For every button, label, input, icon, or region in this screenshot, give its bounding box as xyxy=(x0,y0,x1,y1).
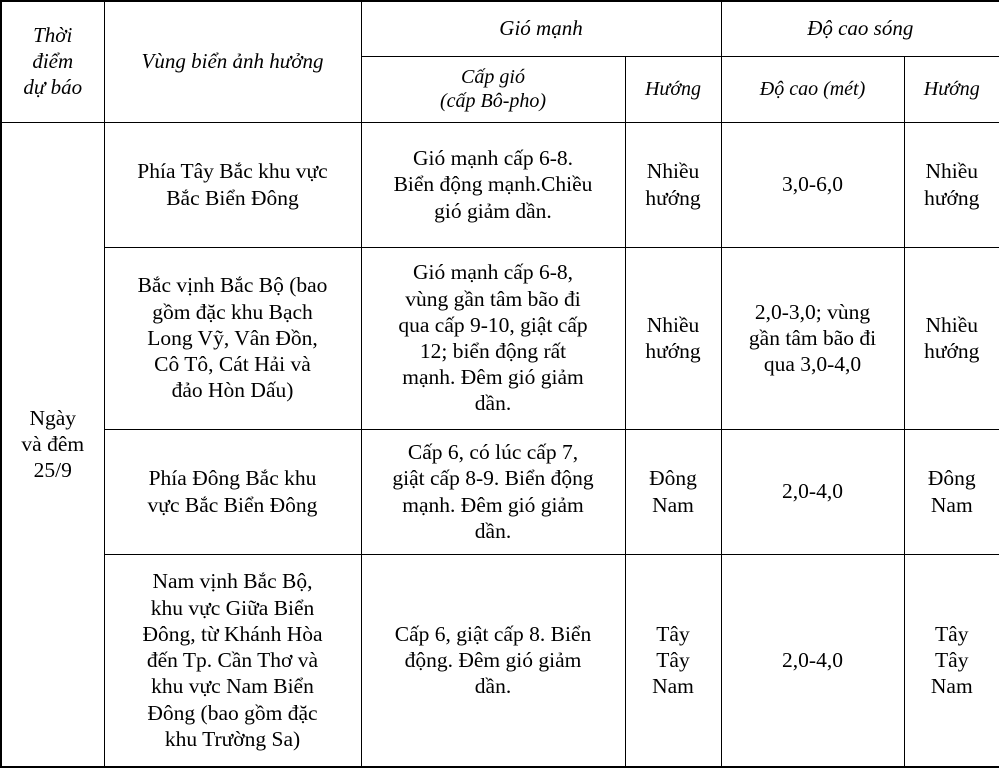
cell-wave-height: 2,0-4,0 xyxy=(721,429,904,554)
table-header xyxy=(1,1,999,122)
cell-wind-level: Cấp 6, có lúc cấp 7, giật cấp 8-9. Biển động mạnh. Đêm gió giảm dần. xyxy=(361,429,625,554)
cell-area: Nam vịnh Bắc Bộ, khu vực Giữa Biển Đông, từ Khánh Hòa đến Tp. Cần Thơ và khu vực Nam Biển Đông (bao gồm đặc khu Trường Sa) xyxy=(104,554,361,767)
table-row xyxy=(1,247,999,429)
cell-wave-height: 2,0-3,0; vùng gần tâm bão đi qua 3,0-4,0 xyxy=(721,247,904,429)
cell-area: Bắc vịnh Bắc Bộ (bao gồm đặc khu Bạch Long Vỹ, Vân Đồn, Cô Tô, Cát Hải và đảo Hòn Dấu) xyxy=(104,247,361,429)
cell-area: Phía Đông Bắc khu vực Bắc Biển Đông xyxy=(104,429,361,554)
header-wind-level-main: Cấp gió xyxy=(461,65,525,88)
cell-wind-direction: Nhiều hướng xyxy=(625,247,721,429)
table-row xyxy=(1,429,999,554)
header-wave-direction: Hướng xyxy=(904,56,999,122)
cell-wind-direction: Đông Nam xyxy=(625,429,721,554)
header-affected-sea-area: Vùng biển ảnh hưởng xyxy=(104,1,361,122)
header-wave-height-meters: Độ cao (mét) xyxy=(721,56,904,122)
cell-forecast-time: Ngày và đêm 25/9 xyxy=(1,122,104,767)
cell-wave-height: 2,0-4,0 xyxy=(721,554,904,767)
header-row-top xyxy=(1,1,999,56)
table-row xyxy=(1,122,999,247)
header-wind-level-beaufort: (cấp Bô-pho) xyxy=(439,90,547,112)
cell-wave-direction: Tây Tây Nam xyxy=(904,554,999,767)
header-wind-level xyxy=(361,56,625,122)
table-body xyxy=(1,122,999,767)
cell-wave-direction: Nhiều hướng xyxy=(904,122,999,247)
header-wind-direction: Hướng xyxy=(625,56,721,122)
cell-wind-direction: Tây Tây Nam xyxy=(625,554,721,767)
cell-wave-direction: Nhiều hướng xyxy=(904,247,999,429)
cell-wind-direction: Nhiều hướng xyxy=(625,122,721,247)
cell-area: Phía Tây Bắc khu vực Bắc Biển Đông xyxy=(104,122,361,247)
table-row xyxy=(1,554,999,767)
cell-wind-level: Gió mạnh cấp 6-8, vùng gần tâm bão đi qua cấp 9-10, giật cấp 12; biển động rất mạnh. Đêm gió giảm dần. xyxy=(361,247,625,429)
cell-wind-level: Cấp 6, giật cấp 8. Biển động. Đêm gió giảm dần. xyxy=(361,554,625,767)
cell-wind-level: Gió mạnh cấp 6-8. Biển động mạnh.Chiều gió giảm dần. xyxy=(361,122,625,247)
cell-wave-height: 3,0-6,0 xyxy=(721,122,904,247)
cell-wave-direction: Đông Nam xyxy=(904,429,999,554)
header-group-strong-wind: Gió mạnh xyxy=(361,1,721,56)
header-forecast-time: Thời điểm dự báo xyxy=(1,1,104,122)
header-group-wave-height: Độ cao sóng xyxy=(721,1,999,56)
